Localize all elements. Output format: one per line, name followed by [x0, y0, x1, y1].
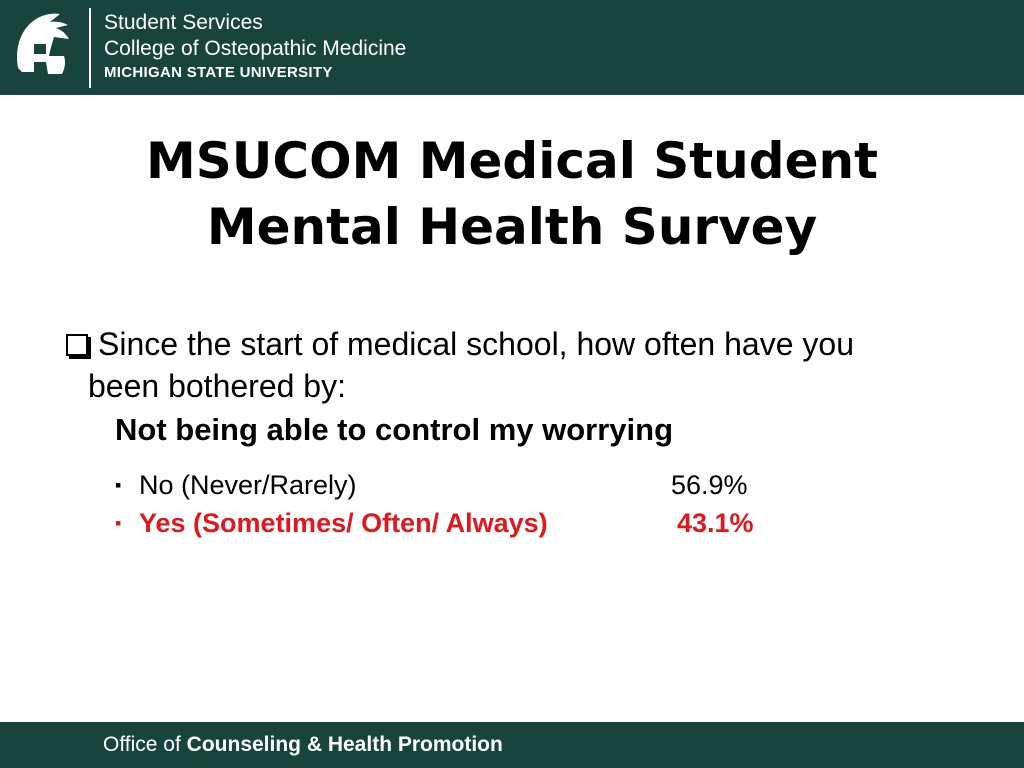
header-college: College of Osteopathic Medicine [104, 37, 407, 60]
question-item: Not being able to control my worrying [115, 412, 674, 447]
response-no-label: No (Never/Rarely) [139, 470, 357, 500]
header-student-services: Student Services [104, 11, 263, 34]
spartan-helmet-icon [12, 10, 74, 80]
header-text-block [104, 10, 406, 84]
square-bullet-icon: ▪ [115, 513, 122, 533]
response-yes [115, 504, 815, 542]
slide-title-line2: Mental Health Survey [206, 198, 818, 256]
response-yes-value: 43.1% [677, 508, 754, 538]
footer-text [103, 730, 503, 760]
header-university: MICHIGAN STATE UNIVERSITY [104, 64, 333, 81]
footer-prefix: Office of [103, 733, 181, 756]
slide-title-line1: MSUCOM Medical Student [146, 132, 878, 190]
response-list [115, 466, 815, 542]
question-line2: been bothered by: [88, 368, 346, 404]
response-no [115, 466, 815, 504]
footer-office-name: Counseling & Health Promotion [186, 733, 503, 756]
response-yes-label: Yes (Sometimes/ Often/ Always) [139, 508, 548, 538]
checkbox-bullet-icon [66, 334, 88, 356]
footer-banner [0, 722, 1024, 768]
square-bullet-icon: ▪ [115, 475, 122, 495]
header-banner [0, 0, 1024, 95]
survey-question [66, 323, 1006, 407]
slide-title [0, 128, 1024, 260]
response-no-value: 56.9% [671, 470, 748, 500]
question-line1: Since the start of medical school, how often have you [98, 326, 854, 362]
header-divider [89, 8, 91, 88]
